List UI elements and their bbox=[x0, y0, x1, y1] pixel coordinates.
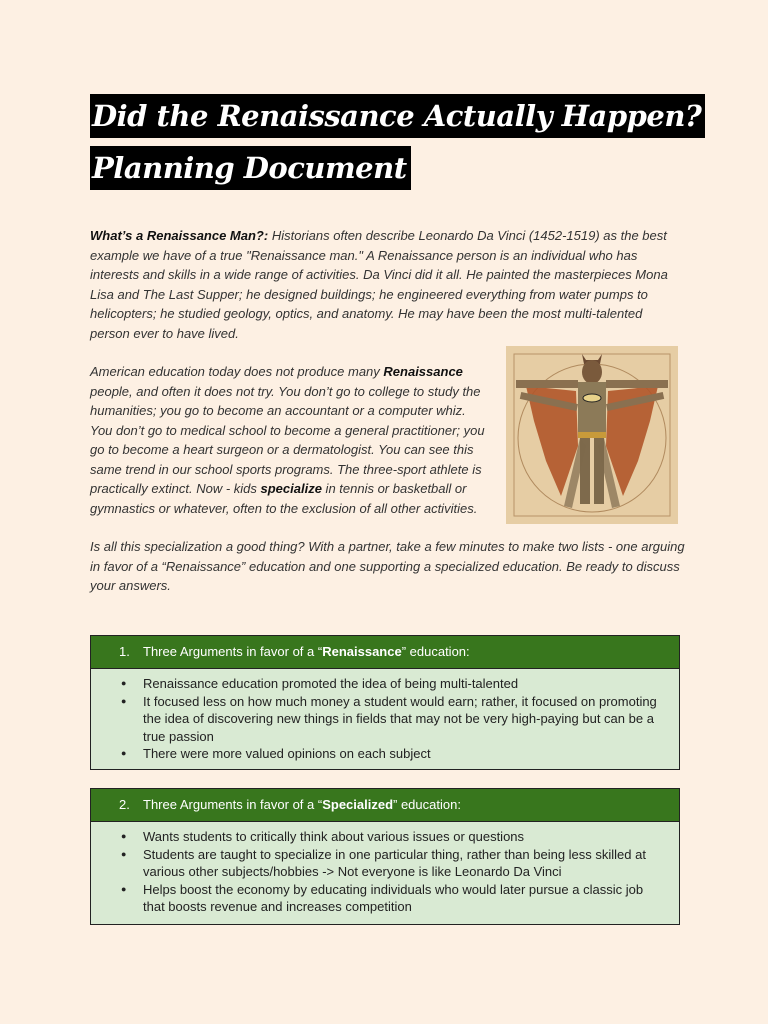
specialized-arguments-header bbox=[91, 789, 679, 822]
list-item: ● Renaissance education promoted the idea of being multi-talented bbox=[143, 675, 665, 693]
education-bold-specialize: specialize bbox=[260, 481, 322, 496]
header-text-a: Three Arguments in favor of a “ bbox=[143, 644, 323, 659]
education-text-c: in tennis or basketball or gymnastics or whatever, often to the exclusion of all other activities. bbox=[90, 481, 478, 516]
intro-label: What’s a Renaissance Man?: bbox=[90, 228, 269, 243]
education-paragraph bbox=[90, 362, 490, 518]
education-text-a: American education today does not produce many bbox=[90, 364, 384, 379]
education-text-b: people, and often it does not try. You don’t go to college to study the humanities; you go to become an accountant or a computer whiz. You don’t go to medical school to become a general practitioner; you go to become a heart surgeon or a dermatologist. You can see this same trend in our school sports programs. The three-sport athlete is practically extinct. Now - kids bbox=[90, 383, 485, 496]
intro-text: Historians often describe Leonardo Da Vinci (1452-1519) as the best example we have of a true "Renaissance man." A Renaissance person is an individual who has interests and skills in a wide range of activities. Da Vinci did it all. He painted the masterpieces Mona Lisa and The Last Supper; he designed buildings; he engineered everything from water pumps to helicopters; he studied geology, optics, and anatomy. He may have been the most multi-talented person ever to have lived. bbox=[90, 228, 668, 341]
list-number: 2. bbox=[119, 797, 130, 812]
list-item: ● There were more valued opinions on each subject bbox=[143, 745, 665, 763]
header-bold: Specialized bbox=[322, 797, 394, 812]
list-item: ● It focused less on how much money a student would earn; rather, it focused on promoting the idea of discovering new things in fields that may not be very high-paying but can be a true passion bbox=[143, 693, 665, 746]
renaissance-arguments-list bbox=[91, 669, 679, 769]
specialized-arguments-list bbox=[91, 822, 679, 922]
renaissance-arguments-header bbox=[91, 636, 679, 669]
vitruvian-batman-illustration bbox=[506, 346, 678, 524]
intro-paragraph bbox=[90, 226, 678, 343]
list-item: ● Helps boost the economy by educating individuals who would later pursue a classic job that boosts revenue and increases competition bbox=[143, 881, 665, 916]
renaissance-arguments-box bbox=[90, 635, 680, 770]
partner-prompt: Is all this specialization a good thing? With a partner, take a few minutes to make two lists - one arguing in favor of a “Renaissance” education and one supporting a specialized education. Be ready to discuss your answers. bbox=[90, 539, 685, 593]
header-text-b: ” education: bbox=[401, 644, 470, 659]
header-text-a: Three Arguments in favor of a “ bbox=[143, 797, 323, 812]
list-item: ● Wants students to critically think about various issues or questions bbox=[143, 828, 665, 846]
header-bold: Renaissance bbox=[322, 644, 402, 659]
list-number: 1. bbox=[119, 644, 130, 659]
title-line-1: Did the Renaissance Actually Happen? bbox=[90, 94, 705, 138]
education-bold-renaissance: Renaissance bbox=[383, 364, 463, 379]
header-text-b: ” education: bbox=[393, 797, 461, 812]
illustration-drawing bbox=[506, 346, 678, 524]
title-line-2: Planning Document bbox=[90, 146, 411, 190]
specialized-arguments-box bbox=[90, 788, 680, 925]
list-item: ● Students are taught to specialize in one particular thing, rather than being less skilled at various other subjects/hobbies -> Not everyone is like Leonardo Da Vinci bbox=[143, 846, 665, 881]
